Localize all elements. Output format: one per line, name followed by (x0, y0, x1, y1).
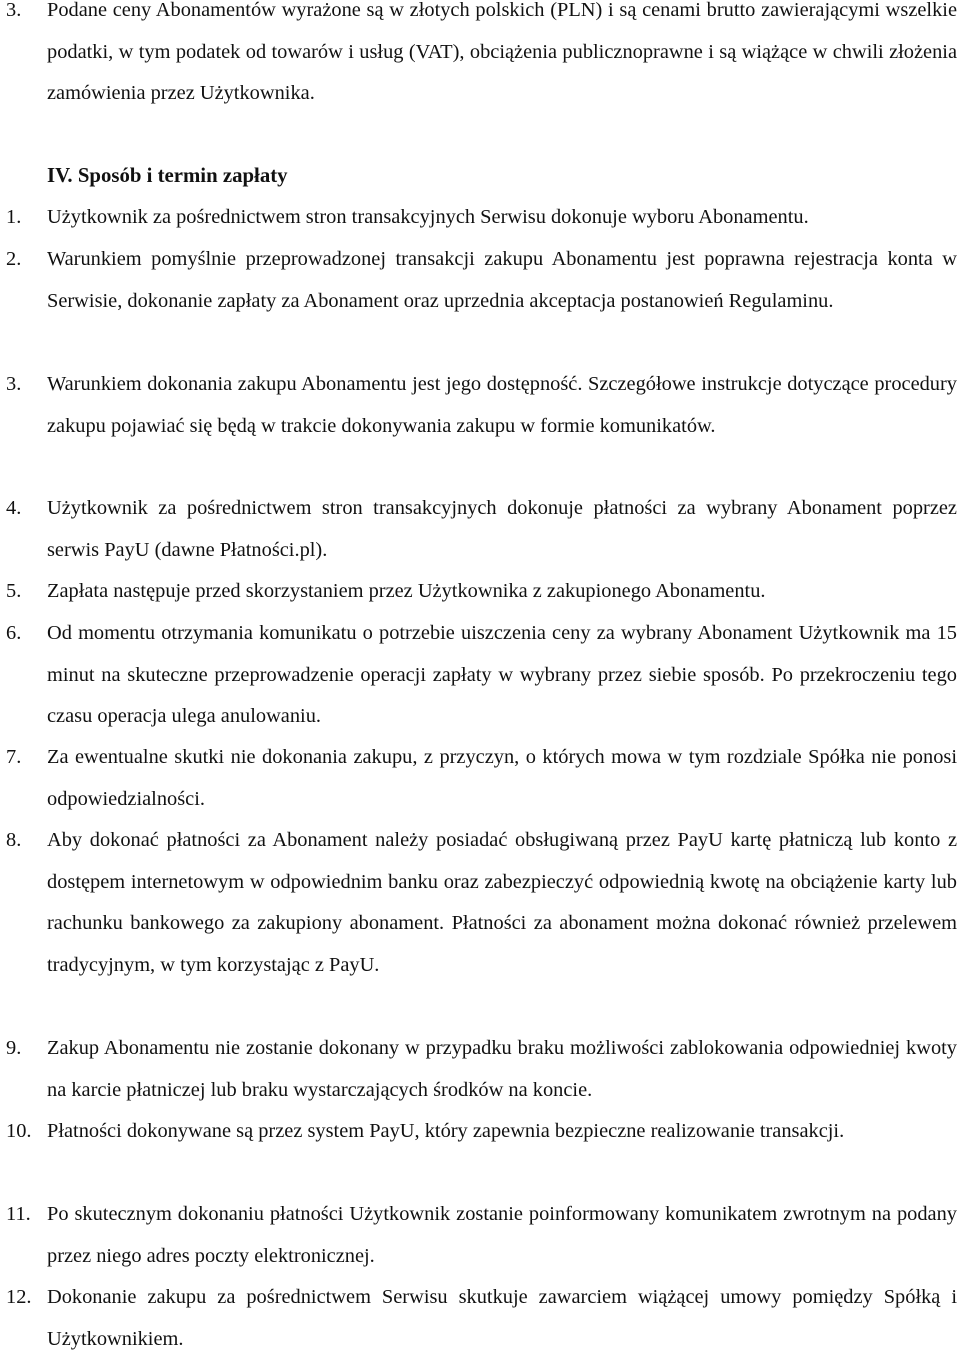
list-item-11 (0, 1194, 957, 1277)
item-number: 5. (6, 580, 22, 602)
list-item-7 (0, 737, 957, 820)
intro-paragraph (0, 0, 957, 115)
item-number: 1. (6, 206, 22, 228)
list-item-4 (0, 488, 957, 571)
intro-text: Podane ceny Abonamentów wyrażone są w złotych polskich (PLN) i są cenami brutto zawierającymi wszelkie podatki, w tym podatek od towarów i usług (VAT), obciążenia publicznoprawne i są wiążące w chwili złożenia zamówienia przez Użytkownika. (47, 0, 957, 105)
list-item-6 (0, 613, 957, 738)
item-text: Warunkiem dokonania zakupu Abonamentu jest jego dostępność. Szczegółowe instrukcje dotyczące procedury zakupu pojawiać się będą w trakcie dokonywania zakupu w formie komunikatów. (47, 373, 957, 437)
item-number: 8. (6, 829, 22, 851)
item-number: 6. (6, 622, 22, 644)
section-heading: IV. Sposób i termin zapłaty (47, 164, 288, 187)
item-text: Użytkownik za pośrednictwem stron transakcyjnych dokonuje płatności za wybrany Abonament poprzez serwis PayU (dawne Płatności.pl). (47, 497, 957, 561)
item-text: Zapłata następuje przed skorzystaniem przez Użytkownika z zakupionego Abonamentu. (47, 580, 766, 602)
list-item-12 (0, 1277, 957, 1360)
item-text: Za ewentualne skutki nie dokonania zakupu, z przyczyn, o których mowa w tym rozdziale Spółka nie ponosi odpowiedzialności. (47, 746, 957, 810)
item-text: Warunkiem pomyślnie przeprowadzonej transakcji zakupu Abonamentu jest poprawna rejestracja konta w Serwisie, dokonanie zapłaty za Abonament oraz uprzednia akceptacja postanowień Regulaminu. (47, 248, 957, 312)
item-number: 11. (6, 1203, 31, 1225)
item-text: Od momentu otrzymania komunikatu o potrzebie uiszczenia ceny za wybrany Abonament Użytkownik ma 15 minut na skuteczne przeprowadzenie operacji zapłaty w wybrany przez siebie sposób. Po przekroczeniu tego czasu operacja ulega anulowaniu. (47, 622, 957, 728)
item-number: 7. (6, 746, 22, 768)
list-item-3 (0, 364, 957, 447)
item-text: Dokonanie zakupu za pośrednictwem Serwisu skutkuje zawarciem wiążącej umowy pomiędzy Spółką i Użytkownikiem. (47, 1286, 957, 1350)
item-number: 9. (6, 1037, 22, 1059)
item-number: 12. (6, 1286, 32, 1308)
item-number: 4. (6, 497, 22, 519)
item-text: Użytkownik za pośrednictwem stron transakcyjnych Serwisu dokonuje wyboru Abonamentu. (47, 206, 809, 228)
item-text: Po skutecznym dokonaniu płatności Użytkownik zostanie poinformowany komunikatem zwrotnym na podany przez niego adres poczty elektronicznej. (47, 1203, 957, 1267)
list-item-2 (0, 239, 957, 322)
item-number: 3. (6, 373, 22, 395)
list-item-1 (0, 197, 957, 239)
item-text: Aby dokonać płatności za Abonament należy posiadać obsługiwaną przez PayU kartę płatniczą lub konto z dostępem internetowym w odpowiednim banku oraz zabezpieczyć odpowiednią kwotę na obciążenie karty lub rachunku bankowego za zakupiony abonament. Płatności za abonament można dokonać również przelewem tradycyjnym, w tym korzystając z PayU. (47, 829, 957, 976)
list-item-8 (0, 820, 957, 986)
item-text: Zakup Abonamentu nie zostanie dokonany w przypadku braku możliwości zablokowania odpowiedniej kwoty na karcie płatniczej lub braku wystarczających środków na koncie. (47, 1037, 957, 1101)
item-text: Płatności dokonywane są przez system PayU, który zapewnia bezpieczne realizowanie transakcji. (47, 1120, 845, 1142)
list-item-5 (0, 571, 957, 613)
list-item-9 (0, 1028, 957, 1111)
item-number: 10. (6, 1120, 32, 1142)
item-number: 2. (6, 248, 22, 270)
intro-number: 3. (6, 0, 22, 21)
list-item-10 (0, 1111, 957, 1153)
